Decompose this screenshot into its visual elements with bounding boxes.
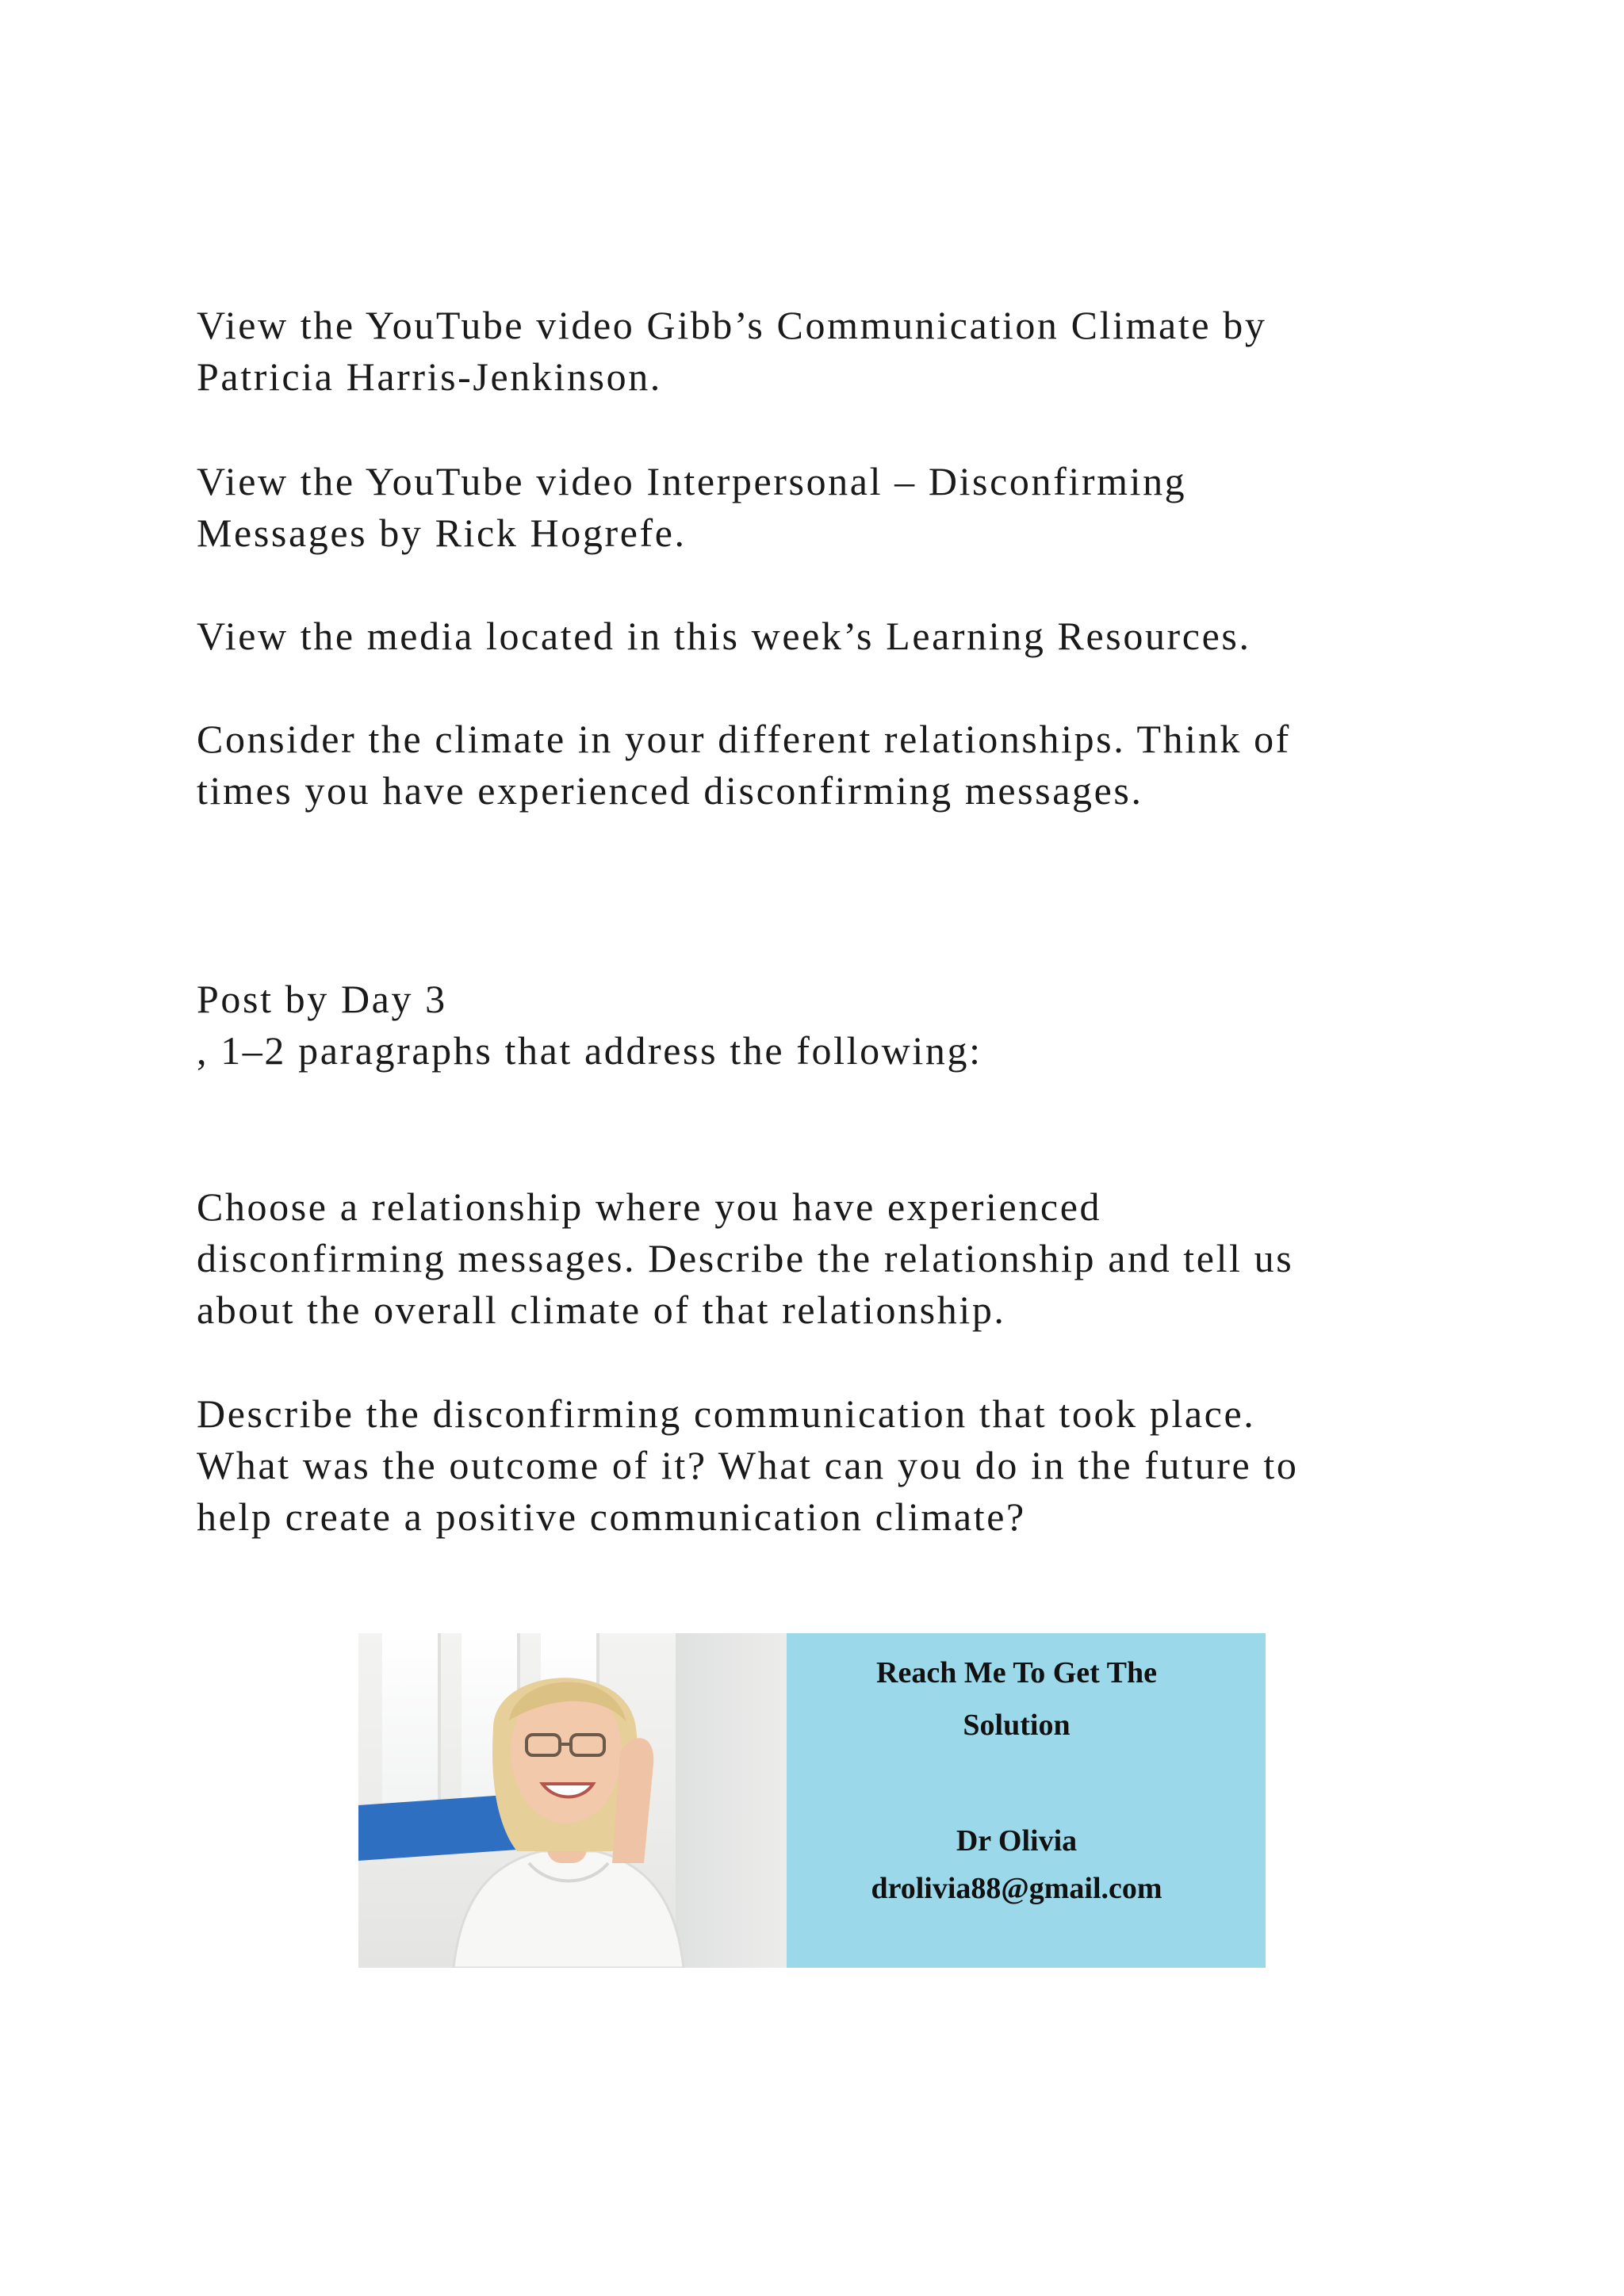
text-line: Choose a relationship where you have experienced: [197, 1184, 1102, 1229]
contact-banner: [358, 1633, 1266, 1968]
text-line: Patricia Harris-Jenkinson.: [197, 354, 662, 399]
paragraph-consider-climate: [197, 714, 1434, 817]
paragraph-gibb-video: [197, 300, 1434, 403]
text-line: View the media located in this week’s Learning Resources.: [197, 614, 1251, 658]
woman-photo: [358, 1633, 787, 1968]
banner-name: Dr Olivia: [956, 1824, 1078, 1858]
paragraph-post-by-day: [197, 974, 1434, 1077]
text-line: What was the outcome of it? What can you do in the future to: [197, 1443, 1299, 1487]
paragraph-disconfirming-video: [197, 456, 1434, 559]
contact-info-panel: [787, 1633, 1266, 1968]
paragraph-learning-resources: [197, 610, 1434, 662]
text-line: Describe the disconfirming communication that took place.: [197, 1391, 1256, 1436]
banner-email: drolivia88@gmail.com: [871, 1872, 1162, 1905]
text-line: Consider the climate in your different relationships. Think of: [197, 717, 1291, 761]
text-line: disconfirming messages. Describe the relationship and tell us: [197, 1236, 1294, 1280]
text-line: Post by Day 3: [197, 977, 447, 1021]
paragraph-describe-communication: [197, 1388, 1434, 1543]
text-line: Messages by Rick Hogrefe.: [197, 511, 687, 555]
text-line: View the YouTube video Gibb’s Communication Climate by: [197, 303, 1267, 347]
text-line: help create a positive communication climate?: [197, 1494, 1026, 1539]
text-line: times you have experienced disconfirming messages.: [197, 768, 1143, 813]
banner-heading-line2: Solution: [963, 1709, 1071, 1742]
woman-illustration: [358, 1633, 787, 1968]
text-line: View the YouTube video Interpersonal – Disconfirming: [197, 459, 1187, 503]
banner-heading-line1: Reach Me To Get The: [876, 1656, 1157, 1689]
paragraph-choose-relationship: [197, 1181, 1434, 1336]
text-line: , 1–2 paragraphs that address the following:: [197, 1028, 982, 1073]
text-line: about the overall climate of that relationship.: [197, 1288, 1006, 1332]
